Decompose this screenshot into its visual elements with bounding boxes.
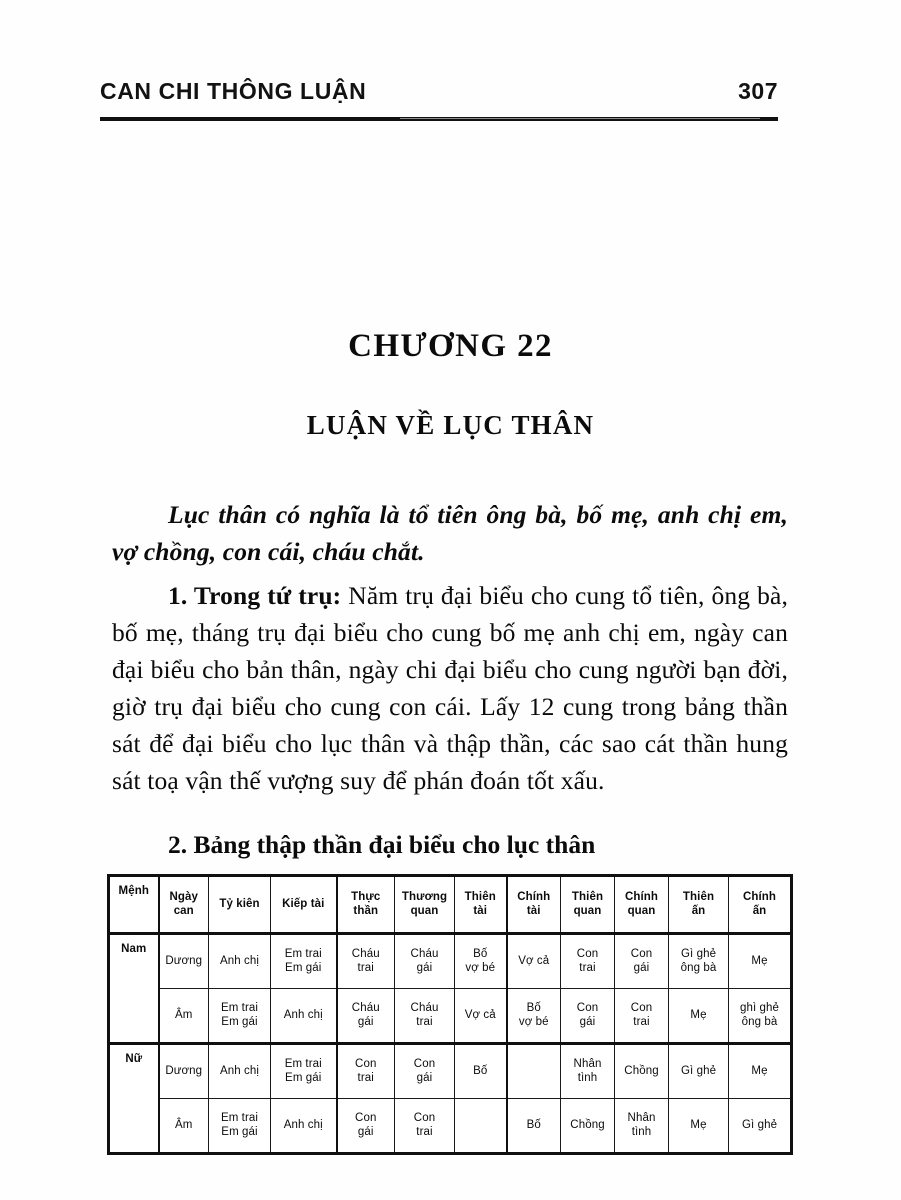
cell-line-1: Kiếp tài bbox=[282, 897, 325, 910]
cell-line-1: Thiên bbox=[571, 891, 604, 903]
main-paragraph-body: Năm trụ đại biểu cho cung tổ tiên, ông bà, bố mẹ, tháng trụ đại biểu cho cung bố mẹ anh chị em, ngày can đại biểu cho bản thân, ngày chi đại biểu cho cung người bạn đời, giờ trụ đại biểu cho cung con cái. Lấy 12 cung trong bảng thần sát để đại biểu cho lục thân và thập thần, các sao cát thần hung sát toạ vận thế vượng suy để phán đoán tốt xấu. bbox=[112, 581, 788, 795]
cell-line-1: Cháu bbox=[351, 948, 380, 960]
cell-line-2: trai bbox=[416, 1125, 433, 1138]
cell-line-2: ông bà bbox=[680, 961, 717, 974]
cell-line-1: Con bbox=[630, 948, 653, 960]
table-row bbox=[109, 1099, 792, 1154]
cell-line-1: Mẹ bbox=[690, 1008, 707, 1021]
cell-line-1: Con bbox=[355, 1058, 377, 1070]
cell-line-1: Âm bbox=[175, 1008, 193, 1021]
table-cell bbox=[669, 1044, 729, 1099]
table-cell-menh bbox=[109, 1044, 159, 1154]
cell-line-2: gái bbox=[416, 961, 433, 974]
table-cell bbox=[337, 1044, 395, 1099]
table-cell bbox=[669, 934, 729, 989]
table-cell bbox=[337, 934, 395, 989]
cell-line-1: Con bbox=[630, 1002, 653, 1014]
cell-line-1: Em trai bbox=[220, 1112, 259, 1124]
table-cell bbox=[271, 934, 337, 989]
cell-line-1: Mẹ bbox=[690, 1118, 707, 1131]
table-cell bbox=[271, 1099, 337, 1154]
cell-line-1: Bố bbox=[473, 1064, 488, 1077]
cell-line-1: Em trai bbox=[220, 1002, 259, 1014]
table-header-cell bbox=[159, 876, 209, 934]
cell-line-2: trai bbox=[633, 1015, 650, 1028]
table-row bbox=[109, 934, 792, 989]
cell-line-2: quan bbox=[573, 904, 602, 917]
table-cell bbox=[455, 989, 507, 1044]
table-cell bbox=[507, 934, 561, 989]
cell-line-1: Anh chị bbox=[219, 954, 260, 967]
cell-line-1: Anh chị bbox=[283, 1008, 323, 1021]
running-head-title: CAN CHI THÔNG LUẬN bbox=[100, 78, 367, 104]
table-header-cell bbox=[615, 876, 669, 934]
cell-line-1: Ngày bbox=[169, 891, 199, 903]
table-cell bbox=[729, 1044, 792, 1099]
table-cell bbox=[395, 1099, 455, 1154]
table-cell-menh bbox=[109, 934, 159, 1044]
cell-line-1: Thiên bbox=[464, 891, 496, 903]
cell-line-1: Chính bbox=[624, 891, 659, 903]
table-cell bbox=[507, 1044, 561, 1099]
cell-line-1: Bố bbox=[526, 1002, 541, 1014]
cell-line-2: Em gái bbox=[221, 1015, 258, 1028]
main-paragraph-block bbox=[112, 577, 788, 799]
cell-line-2: tài bbox=[526, 904, 541, 917]
table-cell bbox=[337, 1099, 395, 1154]
table-cell bbox=[669, 1099, 729, 1154]
cell-line-2: gái bbox=[357, 1125, 374, 1138]
table-cell bbox=[729, 989, 792, 1044]
cell-line-2: ấn bbox=[752, 904, 767, 917]
cell-line-1: Thương bbox=[401, 891, 448, 903]
table-cell bbox=[615, 934, 669, 989]
table-cell-ngay-can bbox=[159, 989, 209, 1044]
cell-line-1: Chính bbox=[517, 891, 551, 903]
cell-line-1: Chính bbox=[742, 891, 777, 903]
table-cell bbox=[209, 989, 271, 1044]
cell-line-2: Em gái bbox=[285, 961, 322, 974]
table-cell bbox=[337, 989, 395, 1044]
table-header-cell bbox=[109, 876, 159, 934]
cell-line-1: Bố bbox=[473, 948, 488, 960]
table-header-cell bbox=[729, 876, 792, 934]
table-cell-ngay-can bbox=[159, 934, 209, 989]
cell-line-1: Mẹ bbox=[751, 1064, 768, 1077]
cell-line-2: trai bbox=[357, 1071, 374, 1084]
table-row bbox=[109, 989, 792, 1044]
table-header-cell bbox=[455, 876, 507, 934]
cell-line-2: gái bbox=[416, 1071, 433, 1084]
chapter-title: CHƯƠNG 22 bbox=[348, 328, 553, 364]
table-cell bbox=[455, 934, 507, 989]
section2-heading-block bbox=[112, 828, 788, 862]
table-cell bbox=[209, 934, 271, 989]
table-cell bbox=[271, 1044, 337, 1099]
luc-than-table bbox=[107, 874, 793, 1155]
cell-line-2: thần bbox=[353, 904, 379, 917]
cell-line-2: vợ bé bbox=[465, 961, 496, 974]
cell-line-1: Dương bbox=[165, 1064, 203, 1077]
table-cell bbox=[615, 1099, 669, 1154]
table-header-cell bbox=[669, 876, 729, 934]
luc-than-table-wrapper bbox=[107, 874, 790, 1155]
cell-line-1: Em trai bbox=[284, 948, 322, 960]
cell-line-2: Em gái bbox=[221, 1125, 258, 1138]
cell-line-1: Thực bbox=[351, 891, 381, 903]
cell-line-1: Cháu bbox=[351, 1002, 380, 1014]
cell-line-2: trai bbox=[579, 961, 596, 974]
section2-heading: 2. Bảng thập thần đại biểu cho lục thân bbox=[168, 830, 596, 859]
cell-line-2: tài bbox=[473, 904, 488, 917]
cell-line-1: Vợ cả bbox=[518, 954, 550, 967]
cell-line-2: quan bbox=[627, 904, 656, 917]
cell-line-1: Mệnh bbox=[118, 885, 149, 897]
cell-line-1: Chồng bbox=[624, 1064, 659, 1077]
cell-line-1: Anh chị bbox=[283, 1118, 323, 1131]
table-cell bbox=[455, 1044, 507, 1099]
cell-line-2: tình bbox=[631, 1125, 652, 1138]
table-cell bbox=[615, 989, 669, 1044]
table-cell bbox=[561, 934, 615, 989]
table-header-cell bbox=[271, 876, 337, 934]
table-cell bbox=[669, 989, 729, 1044]
cell-line-1: Con bbox=[576, 948, 599, 960]
cell-line-1: ghì ghẻ bbox=[739, 1002, 780, 1014]
table-header-cell bbox=[561, 876, 615, 934]
cell-line-2: Em gái bbox=[285, 1071, 322, 1084]
table-cell bbox=[561, 1044, 615, 1099]
table-cell bbox=[615, 1044, 669, 1099]
table-header-cell bbox=[395, 876, 455, 934]
table-cell bbox=[209, 1044, 271, 1099]
table-header-cell bbox=[209, 876, 271, 934]
cell-line-1: Mẹ bbox=[751, 954, 768, 967]
chapter-subtitle: LUẬN VỀ LỤC THÂN bbox=[306, 410, 595, 440]
table-cell bbox=[507, 1099, 561, 1154]
table-cell bbox=[507, 989, 561, 1044]
table-cell bbox=[395, 1044, 455, 1099]
cell-line-1: Gì ghẻ bbox=[741, 1118, 778, 1131]
main-paragraph bbox=[112, 577, 788, 799]
cell-line-1: Tỷ kiên bbox=[219, 897, 260, 910]
cell-line-1: Chồng bbox=[570, 1118, 605, 1131]
cell-line-2: ông bà bbox=[741, 1015, 778, 1028]
cell-line-1: Bố bbox=[526, 1118, 541, 1131]
table-cell bbox=[271, 989, 337, 1044]
cell-line-2: gái bbox=[579, 1015, 596, 1028]
cell-line-2: gái bbox=[357, 1015, 374, 1028]
cell-line-1: Nam bbox=[121, 943, 147, 955]
cell-line-1: Nữ bbox=[125, 1053, 143, 1065]
table-cell-ngay-can bbox=[159, 1044, 209, 1099]
cell-line-1: Thiên bbox=[682, 891, 715, 903]
table-cell bbox=[395, 934, 455, 989]
cell-line-1: Em trai bbox=[284, 1058, 322, 1070]
cell-line-1: Con bbox=[413, 1112, 436, 1124]
cell-line-1: Anh chị bbox=[219, 1064, 260, 1077]
cell-line-2: vợ bé bbox=[518, 1015, 549, 1028]
table-cell bbox=[561, 989, 615, 1044]
cell-line-2: can bbox=[173, 904, 194, 917]
table-header-row bbox=[109, 876, 792, 934]
main-paragraph-lead: 1. Trong tứ trụ: bbox=[168, 581, 342, 610]
cell-line-1: Nhân bbox=[573, 1058, 602, 1070]
table-body bbox=[109, 876, 792, 1154]
table-cell bbox=[395, 989, 455, 1044]
cell-line-1: Dương bbox=[165, 954, 203, 967]
table-header-cell bbox=[507, 876, 561, 934]
cell-line-2: ấn bbox=[691, 904, 706, 917]
page-number: 307 bbox=[738, 78, 778, 104]
cell-line-2: gái bbox=[633, 961, 650, 974]
table-cell bbox=[729, 934, 792, 989]
running-head bbox=[100, 78, 778, 105]
table-cell-ngay-can bbox=[159, 1099, 209, 1154]
cell-line-1: Âm bbox=[175, 1118, 193, 1131]
cell-line-2: trai bbox=[357, 961, 374, 974]
table-cell bbox=[455, 1099, 507, 1154]
cell-line-1: Vợ cả bbox=[464, 1008, 496, 1021]
cell-line-1: Gì ghẻ bbox=[680, 1064, 717, 1077]
cell-line-1: Gì ghẻ bbox=[680, 948, 717, 960]
cell-line-2: trai bbox=[416, 1015, 433, 1028]
cell-line-1: Con bbox=[413, 1058, 436, 1070]
table-row bbox=[109, 1044, 792, 1099]
table-cell bbox=[729, 1099, 792, 1154]
table-header-cell bbox=[337, 876, 395, 934]
cell-line-2: tình bbox=[577, 1071, 598, 1084]
cell-line-1: Cháu bbox=[410, 948, 439, 960]
cell-line-2: quan bbox=[410, 904, 439, 917]
intro-paragraph-block bbox=[112, 496, 788, 570]
header-rule bbox=[100, 117, 778, 121]
table-cell bbox=[561, 1099, 615, 1154]
cell-line-1: Cháu bbox=[410, 1002, 439, 1014]
cell-line-1: Con bbox=[355, 1112, 377, 1124]
cell-line-1: Con bbox=[576, 1002, 599, 1014]
intro-paragraph: Lục thân có nghĩa là tổ tiên ông bà, bố mẹ, anh chị em, vợ chồng, con cái, cháu chắt. bbox=[112, 500, 788, 566]
cell-line-1: Nhân bbox=[627, 1112, 656, 1124]
table-cell bbox=[209, 1099, 271, 1154]
